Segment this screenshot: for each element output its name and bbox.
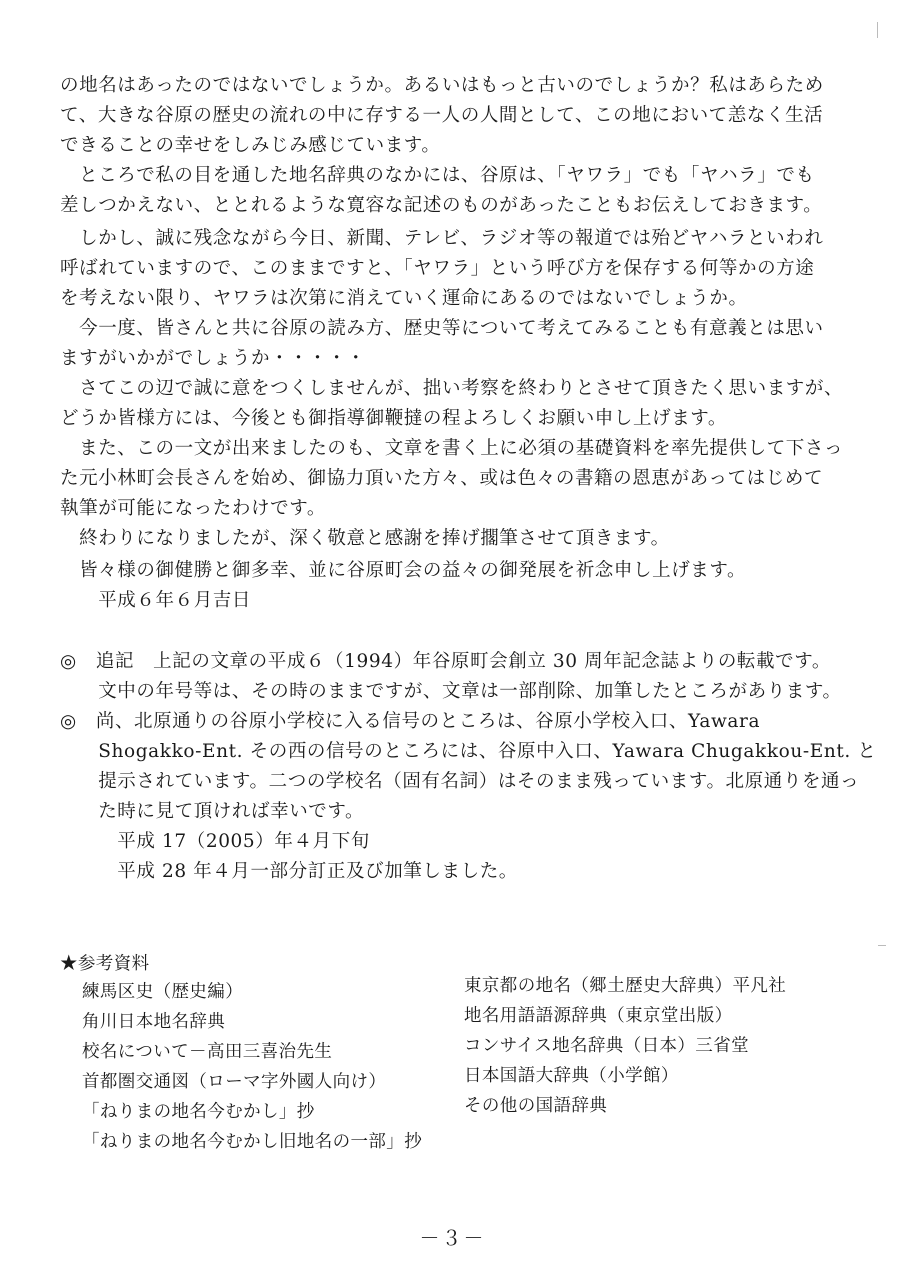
scan-mark-right: [878, 945, 886, 946]
body-line: ところで私の目を通した地名辞典のなかには、谷原は、「ヤワラ」でも「ヤハラ」でも: [60, 165, 815, 186]
body-line: を考えない限り、ヤワラは次第に消えていく運命にあるのではないでしょうか。: [60, 288, 748, 309]
body-line: ますがいかがでしょうか・・・・・: [60, 348, 366, 369]
page-number: －３－: [419, 1226, 486, 1250]
reference-item: 練馬区史（歴史編）: [82, 982, 244, 1002]
references-heading: ★参考資料: [60, 954, 150, 974]
body-line: 皆々様の御健勝と御多幸、並に谷原町会の益々の御発展を祈念申し上げます。: [60, 560, 747, 581]
body-line: しかし、誠に残念ながら今日、新聞、テレビ、ラジオ等の報道では殆どヤハラといわれ: [60, 228, 824, 249]
reference-item: 首都圏交通図（ローマ字外國人向け）: [82, 1072, 387, 1092]
body-line: 呼ばれていますので、このままですと、「ヤワラ」という呼び方を保存する何等かの方途: [60, 258, 815, 279]
note-date-line: 平成 28 年４月一部分訂正及び加筆しました。: [60, 861, 518, 882]
body-line: また、この一文が出来ましたのも、文章を書く上に必須の基礎資料を率先提供して下さっ: [60, 438, 844, 459]
body-line: できることの幸せをしみじみ感じています。: [60, 135, 441, 156]
reference-item: 東京都の地名（郷土歴史大辞典）平凡社: [464, 976, 787, 996]
date-line: 平成６年６月吉日: [60, 590, 252, 611]
body-line: 執筆が可能になったわけです。: [60, 498, 326, 519]
note-line: ◎ 追記 上記の文章の平成６（1994）年谷原町会創立 30 周年記念誌よりの転載です。: [60, 651, 831, 672]
body-line: 今一度、皆さんと共に谷原の読み方、歴史等について考えてみることも有意義とは思い: [60, 318, 824, 339]
reference-item: 日本国語大辞典（小学館）: [464, 1066, 679, 1086]
reference-item: 校名について－高田三喜治先生: [82, 1042, 333, 1062]
note-line: た時に見て頂ければ幸いです。: [60, 801, 365, 822]
reference-item: 「ねりまの地名今むかし」抄: [82, 1102, 315, 1122]
body-line: 差しつかえない、ととれるような寛容な記述のものがあったこともお伝えしておきます。: [60, 195, 823, 216]
reference-item: その他の国語辞典: [464, 1096, 608, 1116]
note-date-line: 平成 17（2005）年４月下旬: [60, 831, 370, 852]
body-line: 終わりになりましたが、深く敬意と感謝を捧げ擱筆させて頂きます。: [60, 528, 670, 549]
note-line: 提示されています。二つの学校名（固有名詞）はそのまま残っています。北原通りを通っ: [60, 771, 860, 792]
note-line: Shogakko-Ent. その西の信号のところには、谷原中入口、Yawara Chugakkou-Ent. と: [60, 741, 877, 762]
body-line: て、大きな谷原の歴史の流れの中に存する一人の人間として、この地において恙なく生活: [60, 105, 824, 126]
body-line: た元小林町会長さんを始め、御協力頂いた方々、或は色々の書籍の恩恵があってはじめて: [60, 468, 824, 489]
reference-item: 地名用語語源辞典（東京堂出版）: [464, 1006, 733, 1026]
body-line: さてこの辺で誠に意をつくしませんが、拙い考察を終わりとさせて頂きたく思いますが、: [60, 378, 844, 399]
note-line: 文中の年号等は、その時のままですが、文章は一部削除、加筆したところがあります。: [60, 681, 842, 702]
reference-item: 角川日本地名辞典: [82, 1012, 226, 1032]
body-line: の地名はあったのではないでしょうか。あるいはもっと古いのでしょうか？私はあらため: [60, 75, 824, 96]
reference-item: コンサイス地名辞典（日本）三省堂: [464, 1036, 749, 1056]
scan-mark-top-right: [877, 22, 878, 38]
body-line: どうか皆様方には、今後とも御指導御鞭撻の程よろしくお願い申し上げます。: [60, 408, 728, 429]
reference-item: 「ねりまの地名今むかし旧地名の一部」抄: [82, 1132, 423, 1152]
note-line: ◎ 尚、北原通りの谷原小学校に入る信号のところは、谷原小学校入口、Yawara: [60, 711, 761, 732]
